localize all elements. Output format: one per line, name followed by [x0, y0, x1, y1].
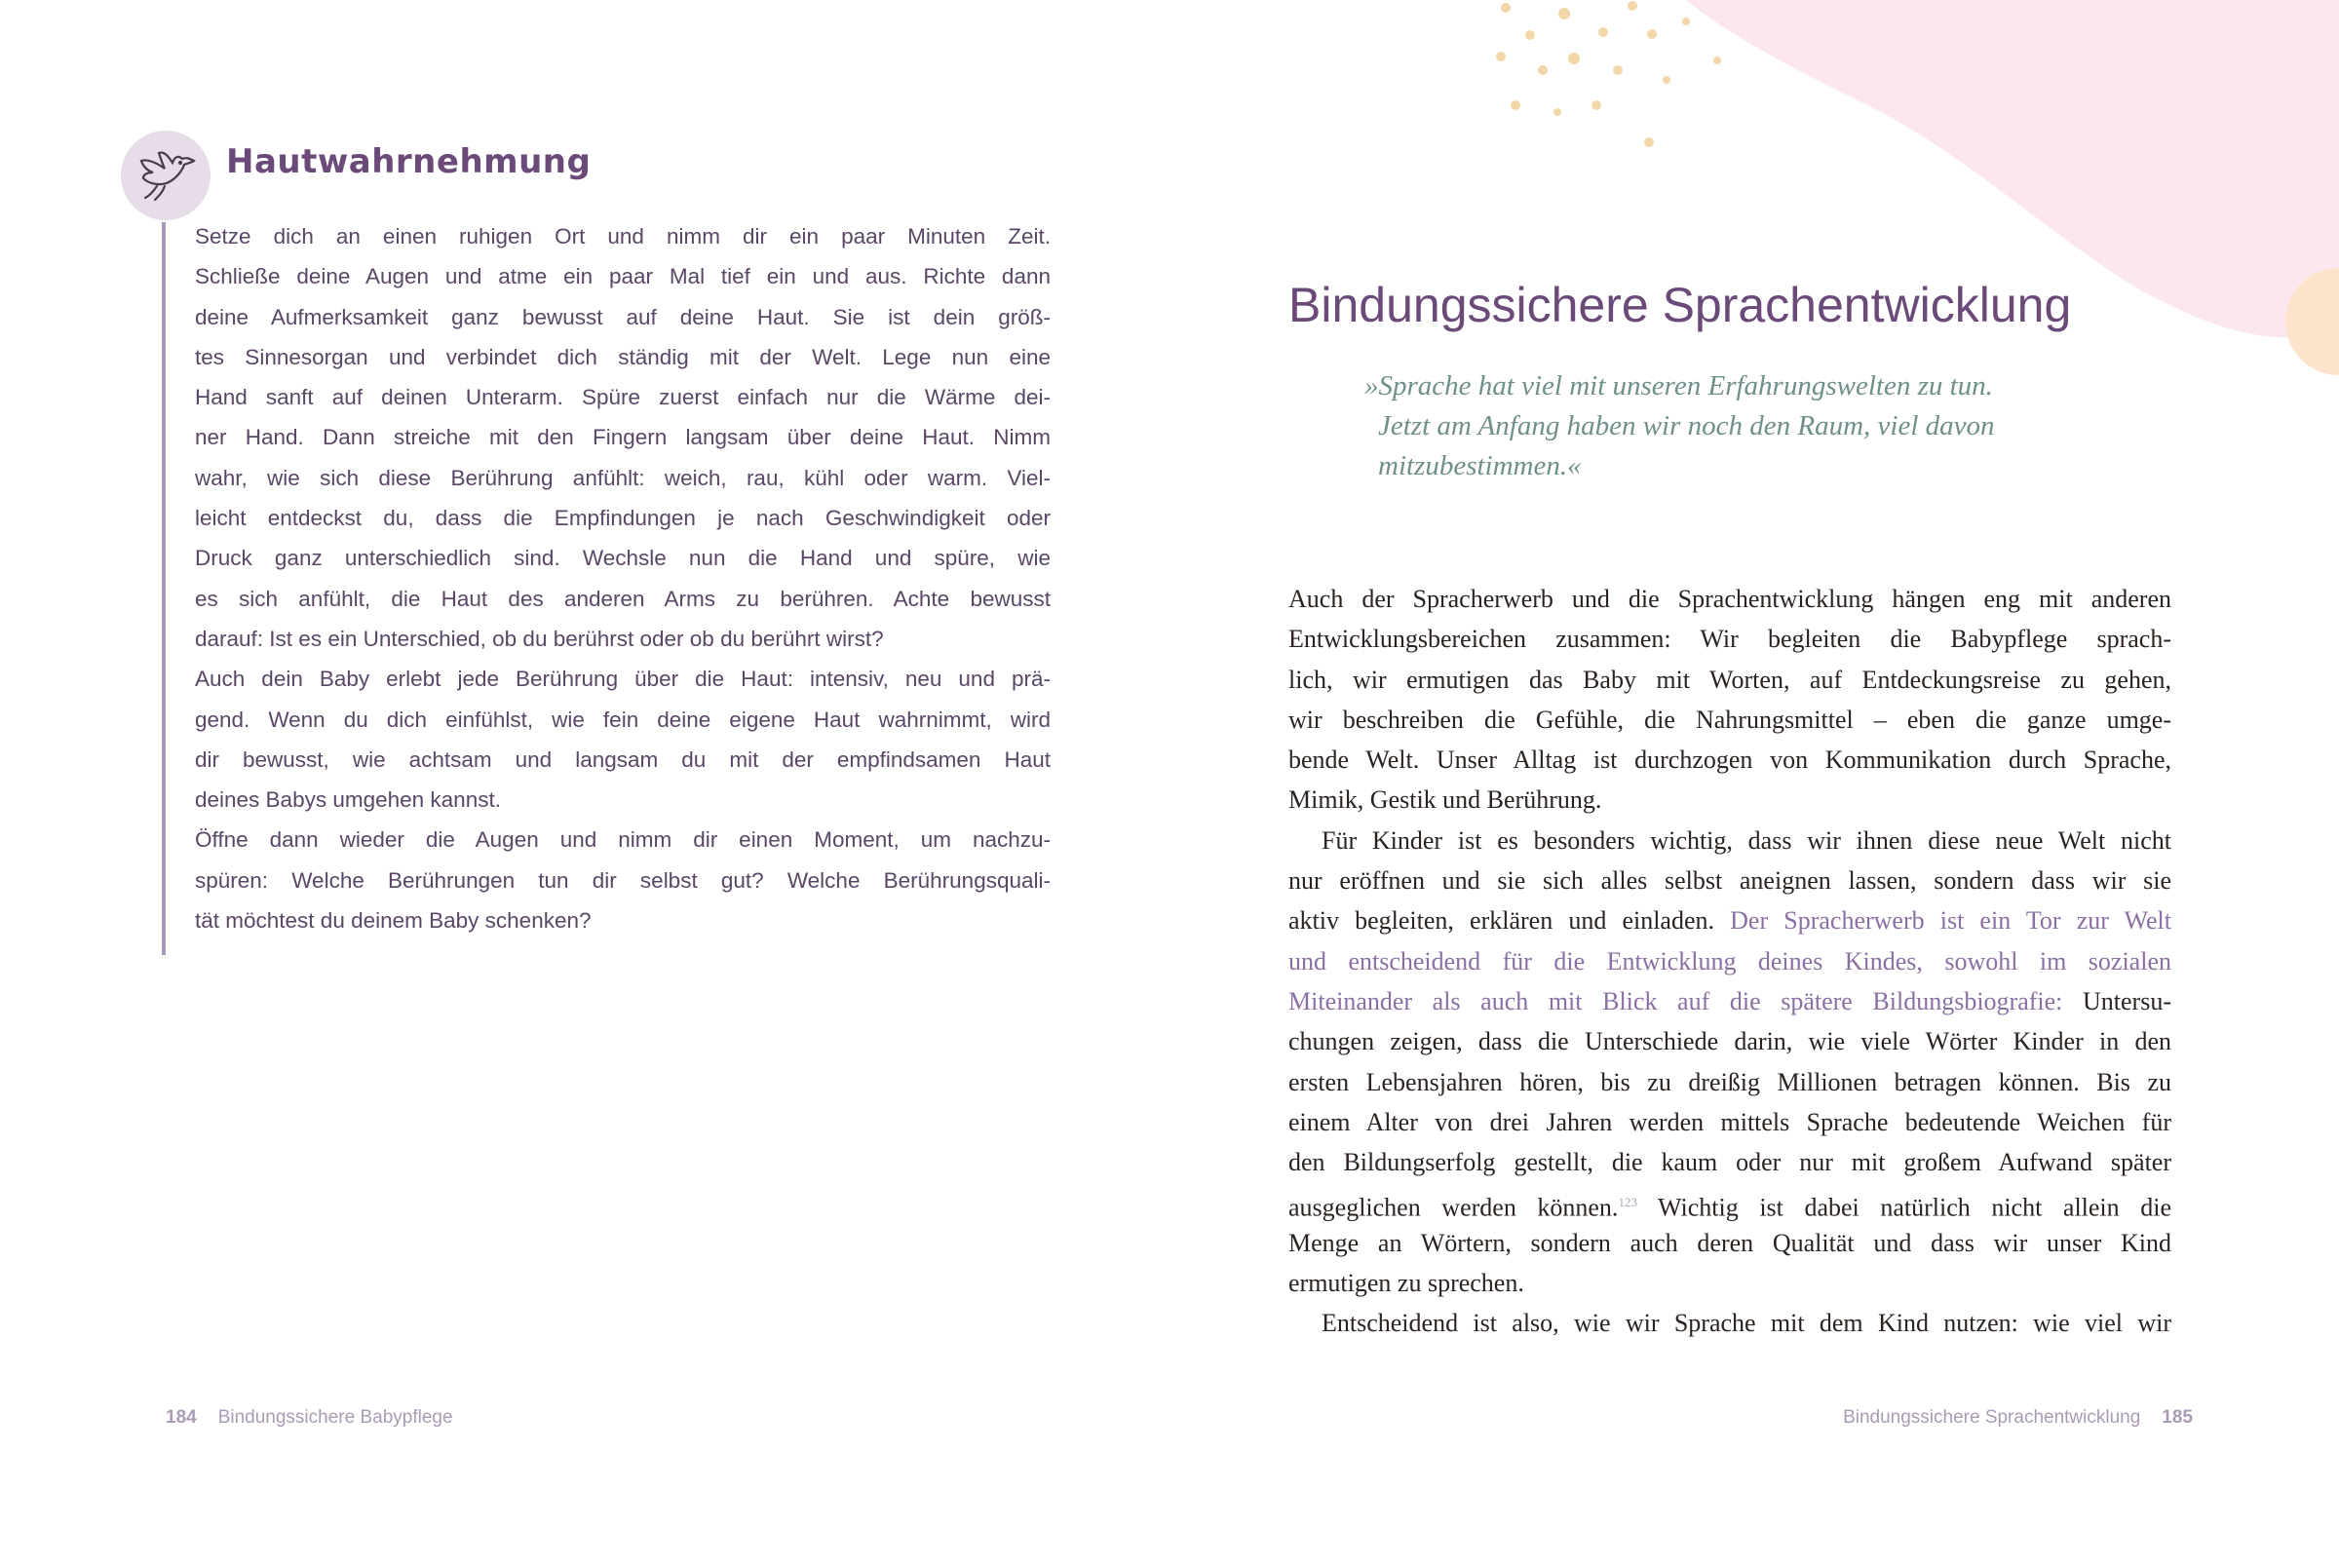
text-line	[1288, 1102, 2171, 1142]
text-line: darauf: Ist es ein Unterschied, ob du berührst oder ob du berührt wirst?	[195, 626, 884, 651]
text-span: Wichtig ist dabei natürlich nicht allein die	[1636, 1194, 2171, 1223]
decorative-dots	[1496, 1, 1721, 147]
text-span: chungen zeigen, dass die Unterschiede darin, wie viele Wörter Kinder in den	[1288, 1027, 2171, 1056]
box-vertical-rule	[162, 222, 166, 955]
text-line	[1288, 1303, 2171, 1343]
highlighted-text: und entscheidend für die Entwicklung deines Kindes, sowohl im sozialen	[1288, 946, 2171, 975]
text-span: ausgeglichen werden können.	[1288, 1194, 1619, 1223]
page-number: 185	[2162, 1407, 2193, 1428]
text-span: Menge an Wörtern, sondern auch deren Qualität und dass wir unser Kind	[1288, 1228, 2171, 1257]
text-span: Auch der Spracherwerb und die Sprachentwicklung hängen eng mit anderen	[1288, 585, 2171, 613]
decorative-background-shape	[1462, 0, 2339, 409]
text-line	[1288, 660, 2171, 700]
page-number: 184	[166, 1407, 197, 1428]
text-line: Öffne dann wieder die Augen und nimm dir einen Moment, um nachzu-	[195, 827, 1051, 853]
right-page-footer	[1843, 1407, 2193, 1429]
text-line	[1288, 1062, 2171, 1102]
text-span: ersten Lebensjahren hören, bis zu dreißig Millionen betragen können. Bis zu	[1288, 1067, 2171, 1096]
text-line: ner Hand. Dann streiche mit den Fingern langsam über deine Haut. Nimm	[195, 425, 1051, 450]
dove-icon	[121, 131, 211, 220]
text-span: Mimik, Gestik und Berührung.	[1288, 785, 1602, 815]
highlighted-text: Der Spracherwerb ist ein Tor zur Welt	[1730, 906, 2171, 936]
text-line: spüren: Welche Berührungen tun dir selbst gut? Welche Berührungsquali-	[195, 867, 1051, 893]
quote-line: »Sprache hat viel mit unseren Erfahrungswelten zu tun.	[1364, 370, 1993, 402]
text-line	[1288, 1223, 2171, 1263]
text-span: ermutigen zu sprechen.	[1288, 1269, 1524, 1298]
chapter-title: Bindungssichere Sprachentwicklung	[1288, 278, 2072, 332]
text-line: Hand sanft auf deinen Unterarm. Spüre zuerst einfach nur die Wärme dei-	[195, 385, 1051, 410]
text-line	[1288, 780, 2171, 820]
text-line	[1288, 1021, 2171, 1061]
text-line: Druck ganz unterschiedlich sind. Wechsle nun die Hand und spüre, wie	[195, 546, 1051, 571]
epigraph-quote	[1364, 366, 1995, 486]
text-line: wahr, wie sich diese Berührung anfühlt: weich, rau, kühl oder warm. Viel-	[195, 465, 1051, 490]
text-line	[1288, 941, 2171, 981]
text-span: Entwicklungsbereichen zusammen: Wir begleiten die Babypflege sprach-	[1288, 625, 2171, 654]
text-span: Untersu-	[2062, 986, 2171, 1015]
running-head: Bindungssichere Sprachentwicklung	[1843, 1407, 2141, 1428]
text-span: bende Welt. Unser Alltag ist durchzogen von Kommunikation durch Sprache,	[1288, 746, 2171, 775]
text-line	[1288, 579, 2171, 619]
highlighted-text: Miteinander als auch mit Blick auf die spätere Bildungsbiografie:	[1288, 986, 2063, 1015]
text-line	[1288, 860, 2171, 900]
text-line: Schließe deine Augen und atme ein paar Mal tief ein und aus. Richte dann	[195, 264, 1051, 289]
text-line	[1288, 700, 2171, 740]
text-line: Setze dich an einen ruhigen Ort und nimm dir ein paar Minuten Zeit.	[195, 224, 1051, 249]
text-line: es sich anfühlt, die Haut des anderen Arms zu berühren. Achte bewusst	[195, 586, 1051, 611]
text-span: nur eröffnen und sie sich alles selbst aneignen lassen, sondern dass wir sie	[1288, 866, 2171, 896]
text-line: Auch dein Baby erlebt jede Berührung über die Haut: intensiv, neu und prä-	[195, 667, 1051, 692]
text-span: Für Kinder ist es besonders wichtig, dass wir ihnen diese neue Welt nicht	[1322, 825, 2171, 855]
text-line	[1288, 981, 2171, 1021]
text-line: gend. Wenn du dich einfühlst, wie fein deine eigene Haut wahrnimmt, wird	[195, 707, 1051, 732]
running-head: Bindungssichere Babypflege	[217, 1407, 453, 1428]
text-span: aktiv begleiten, erklären und einladen.	[1288, 906, 1731, 936]
text-span: lich, wir ermutigen das Baby mit Worten, auf Entdeckungsreise zu gehen,	[1288, 665, 2171, 694]
footnote-ref: 123	[1618, 1195, 1637, 1210]
text-line: dir bewusst, wie achtsam und langsam du mit der empfindsamen Haut	[195, 746, 1051, 772]
text-line	[1288, 821, 2171, 860]
text-line: deine Aufmerksamkeit ganz bewusst auf deine Haut. Sie ist dein größ-	[195, 304, 1051, 329]
text-line	[1288, 1142, 2171, 1182]
text-span: Entscheidend ist also, wie wir Sprache mit dem Kind nutzen: wie viel wir	[1322, 1309, 2171, 1338]
exercise-box-text	[195, 216, 1051, 940]
text-line: leicht entdeckst du, dass die Empfindungen je nach Geschwindigkeit oder	[195, 506, 1051, 531]
left-page-footer	[144, 1407, 453, 1429]
box-title: Hautwahrnehmung	[226, 142, 592, 181]
text-line: deines Babys umgehen kannst.	[195, 787, 501, 813]
text-line	[1288, 1182, 2171, 1222]
quote-line: Jetzt am Anfang haben wir noch den Raum, viel davon	[1378, 410, 1995, 441]
text-span: wir beschreiben die Gefühle, die Nahrungsmittel – eben die ganze umge-	[1288, 705, 2171, 734]
text-line	[1288, 740, 2171, 780]
text-line: tät möchtest du deinem Baby schenken?	[195, 908, 592, 934]
text-line: tes Sinnesorgan und verbindet dich ständig mit der Welt. Lege nun eine	[195, 344, 1051, 369]
quote-line: mitzubestimmen.«	[1378, 450, 1582, 481]
text-span: den Bildungserfolg gestellt, die kaum oder nur mit großem Aufwand später	[1288, 1148, 2171, 1177]
body-text	[1288, 579, 2171, 1344]
text-line	[1288, 1263, 2171, 1303]
text-line	[1288, 900, 2171, 940]
text-line	[1288, 619, 2171, 659]
text-span: einem Alter von drei Jahren werden mittels Sprache bedeutende Weichen für	[1288, 1107, 2171, 1136]
